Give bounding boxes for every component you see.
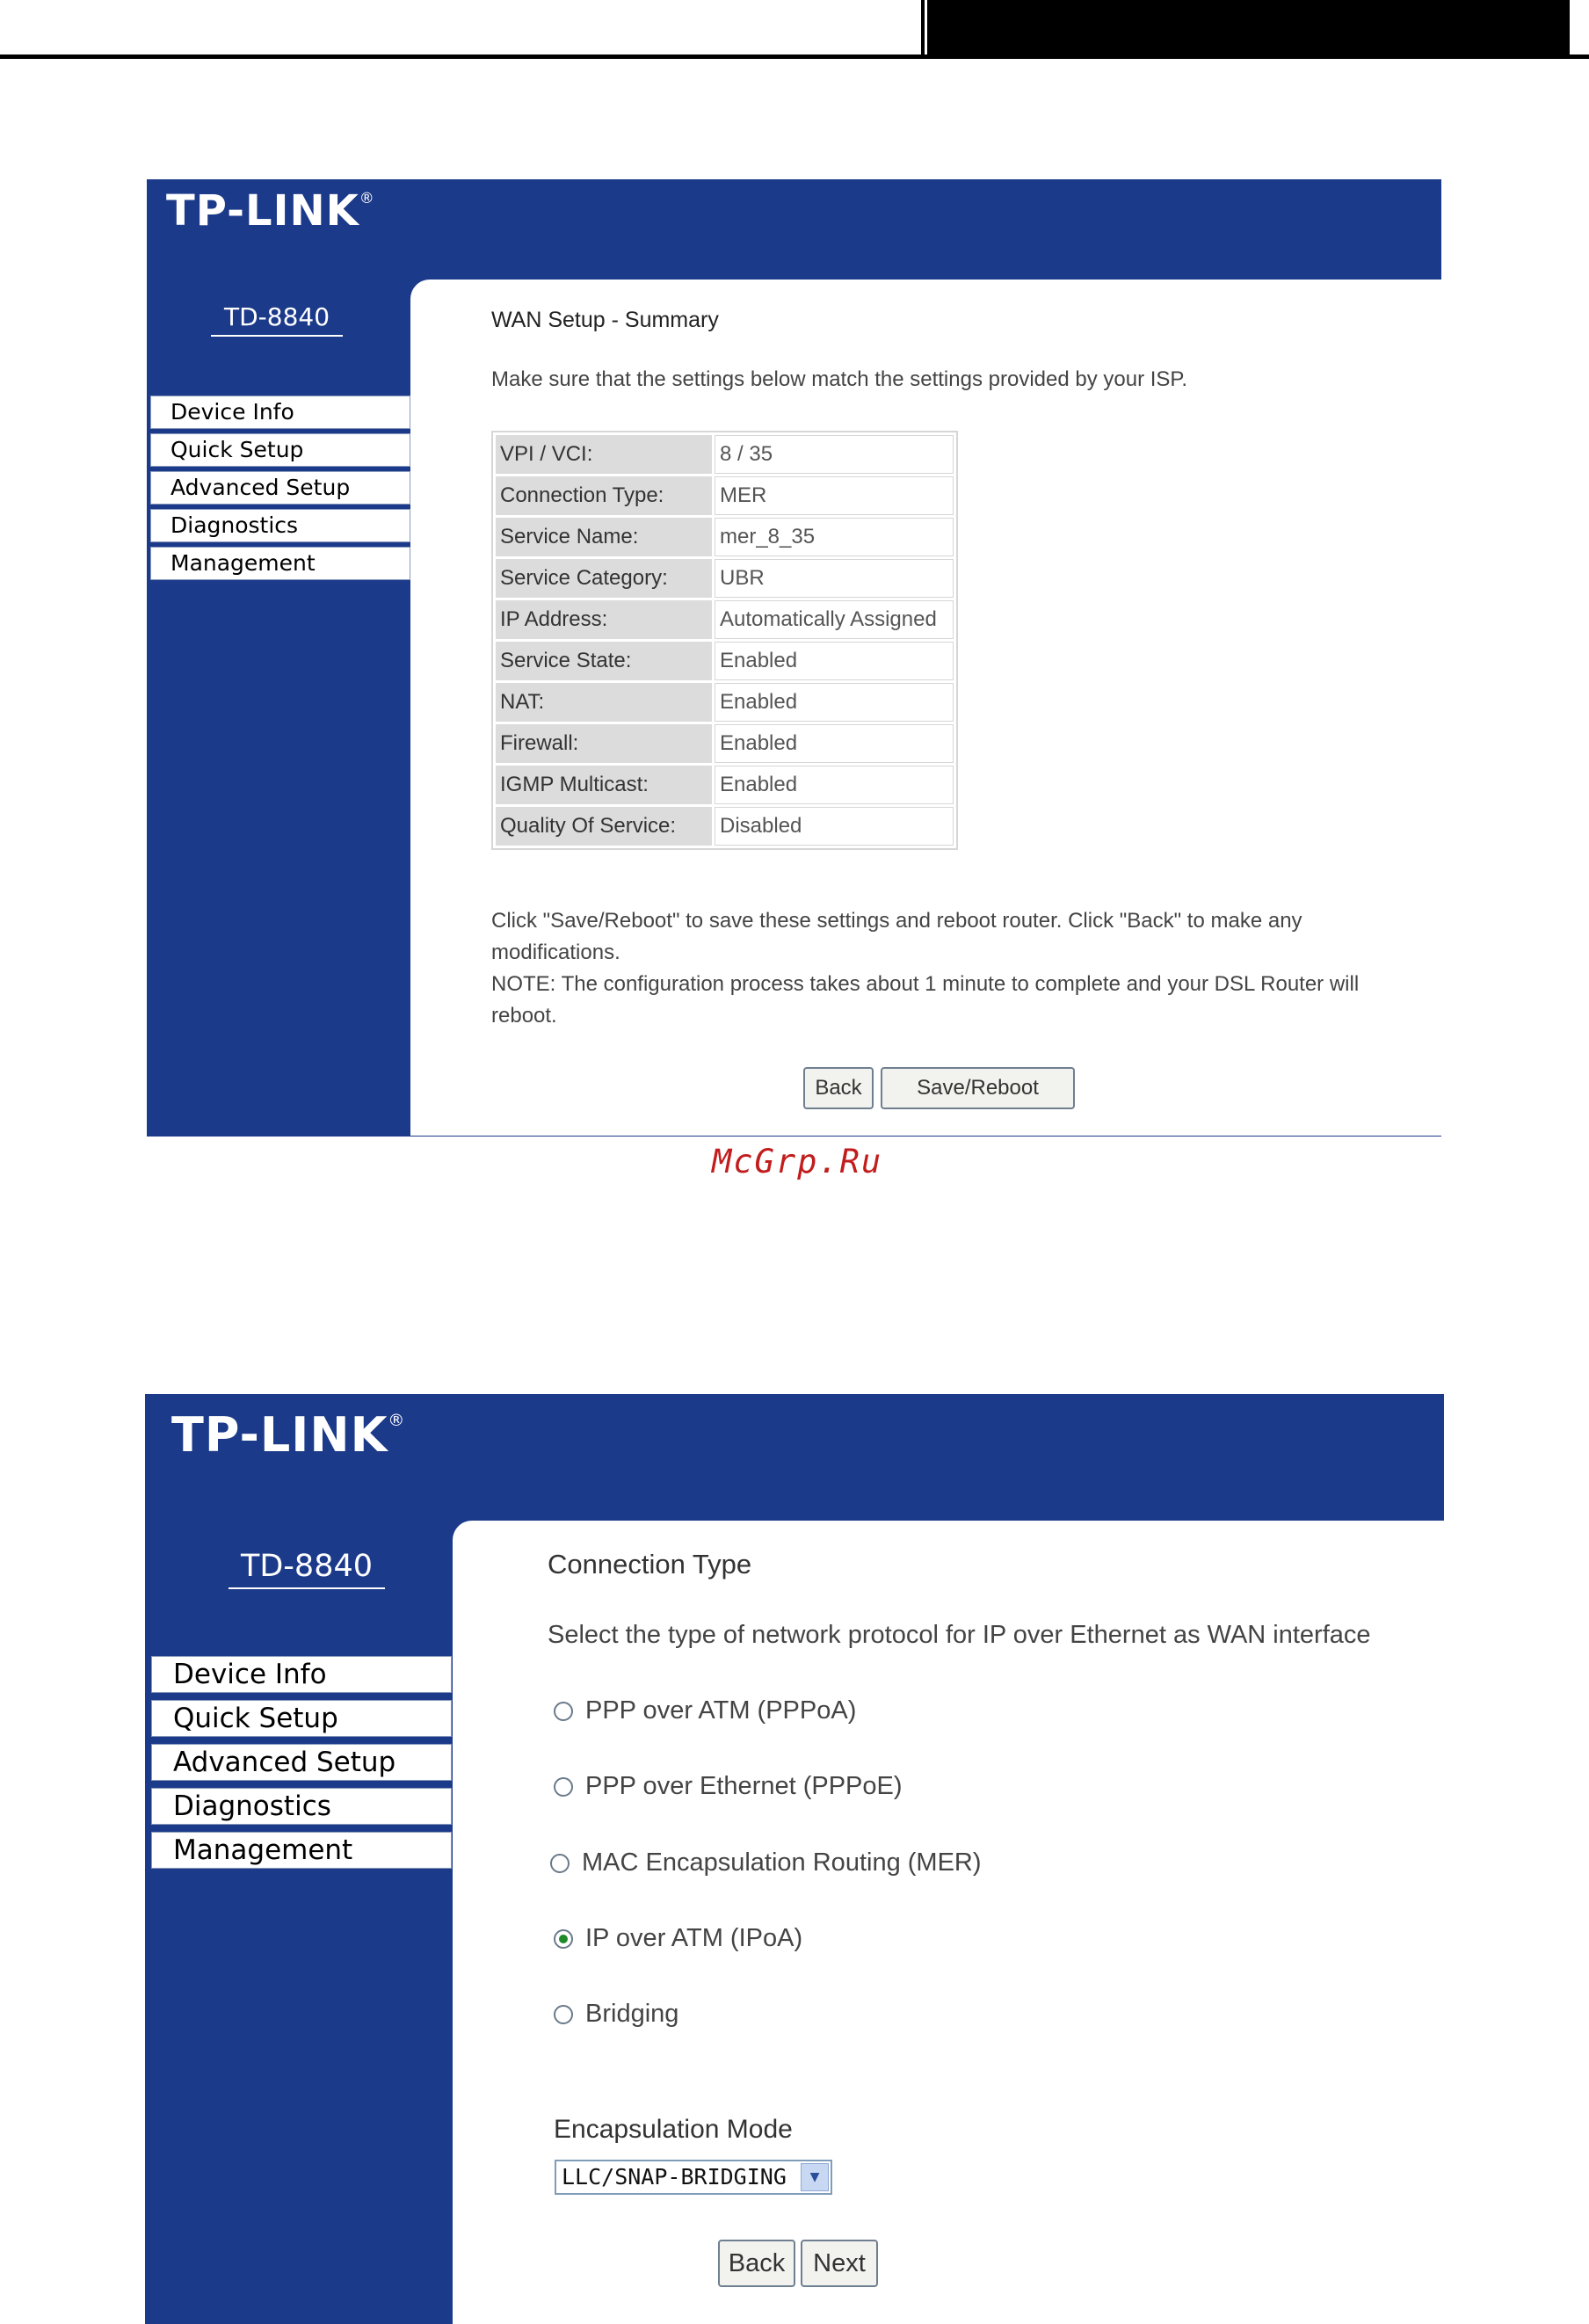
sidebar-item-device-info[interactable]: Device Info [151, 1656, 452, 1693]
radio-ipoa[interactable] [554, 1924, 802, 1953]
content-area [410, 280, 1441, 1136]
connection-type-screenshot [145, 1394, 1444, 2324]
header-bar-divider [925, 0, 927, 58]
row-value: Enabled [715, 766, 954, 804]
sidebar-item-advanced-setup[interactable]: Advanced Setup [150, 471, 410, 505]
radio-button[interactable] [550, 1854, 570, 1873]
save-reboot-button[interactable]: Save/Reboot [881, 1067, 1075, 1109]
tp-link-logo: TP-LINK® [166, 186, 375, 236]
radio-button[interactable] [554, 1702, 573, 1721]
tp-link-logo: TP-LINK® [171, 1407, 406, 1463]
table-row [496, 724, 954, 763]
sidebar-nav [151, 1656, 452, 1876]
table-row [496, 559, 954, 598]
sidebar-item-diagnostics[interactable]: Diagnostics [151, 1788, 452, 1825]
page-intro: Make sure that the settings below match the settings provided by your ISP. [491, 367, 1187, 391]
sidebar-nav [150, 396, 410, 585]
radio-label: Bridging [585, 2000, 679, 2028]
row-value: Enabled [715, 683, 954, 722]
row-label: Service State: [496, 642, 712, 680]
row-label: NAT: [496, 683, 712, 722]
model-label: TD-8840 [211, 302, 343, 337]
table-row [496, 435, 954, 474]
table-row [496, 600, 954, 639]
radio-pppoa[interactable] [554, 1696, 856, 1725]
radio-button[interactable] [554, 2005, 573, 2024]
table-row [496, 642, 954, 680]
row-label: Quality Of Service: [496, 807, 712, 846]
model-label: TD-8840 [229, 1549, 385, 1589]
row-value: MER [715, 476, 954, 515]
row-value: Enabled [715, 642, 954, 680]
row-value: 8 / 35 [715, 435, 954, 474]
row-value: mer_8_35 [715, 518, 954, 556]
table-row [496, 518, 954, 556]
radio-button[interactable] [554, 1777, 573, 1797]
content-area [453, 1521, 1444, 2324]
radio-pppoe[interactable] [554, 1772, 903, 1801]
radio-label: PPP over Ethernet (PPPoE) [585, 1772, 903, 1800]
row-value: Disabled [715, 807, 954, 846]
chevron-down-icon[interactable]: ▼ [801, 2163, 829, 2191]
encapsulation-mode-label: Encapsulation Mode [554, 2115, 793, 2144]
back-button[interactable]: Back [803, 1067, 874, 1109]
next-button[interactable]: Next [801, 2240, 878, 2287]
router-header [145, 1394, 1444, 1521]
radio-mer[interactable] [550, 1848, 982, 1877]
row-label: Service Name: [496, 518, 712, 556]
row-value: Automatically Assigned [715, 600, 954, 639]
sidebar-item-quick-setup[interactable]: Quick Setup [151, 1700, 452, 1737]
row-label: IGMP Multicast: [496, 766, 712, 804]
header-rule [0, 54, 1589, 59]
table-row [496, 807, 954, 846]
sidebar-item-management[interactable]: Management [150, 547, 410, 580]
row-label: VPI / VCI: [496, 435, 712, 474]
watermark: McGrp.Ru [712, 1143, 883, 1180]
table-row [496, 476, 954, 515]
row-label: Firewall: [496, 724, 712, 763]
radio-label: MAC Encapsulation Routing (MER) [582, 1848, 982, 1877]
router-header [147, 179, 1441, 280]
save-instructions-line: Click "Save/Reboot" to save these settings and reboot router. Click "Back" to make any modifications. [491, 909, 1302, 964]
header-black-bar [921, 0, 1566, 54]
row-value: Enabled [715, 724, 954, 763]
page-title: WAN Setup - Summary [491, 308, 719, 332]
save-instructions [491, 905, 1388, 1032]
sidebar-item-quick-setup[interactable]: Quick Setup [150, 433, 410, 467]
table-row [496, 683, 954, 722]
sidebar-item-device-info[interactable]: Device Info [150, 396, 410, 429]
header-bar-edge [1566, 0, 1570, 58]
sidebar-item-management[interactable]: Management [151, 1832, 452, 1869]
page-title: Connection Type [548, 1549, 752, 1580]
sidebar-item-diagnostics[interactable]: Diagnostics [150, 509, 410, 542]
row-label: IP Address: [496, 600, 712, 639]
row-label: Connection Type: [496, 476, 712, 515]
radio-bridging[interactable] [554, 2000, 678, 2029]
wan-summary-screenshot [147, 179, 1441, 1137]
summary-table [491, 431, 958, 850]
encapsulation-mode-select[interactable] [555, 2160, 832, 2195]
back-button[interactable]: Back [718, 2240, 795, 2287]
radio-button-selected[interactable] [554, 1929, 573, 1949]
radio-label: IP over ATM (IPoA) [585, 1924, 803, 1952]
page-intro: Select the type of network protocol for IP over Ethernet as WAN interface [548, 1621, 1371, 1649]
row-label: Service Category: [496, 559, 712, 598]
radio-label: PPP over ATM (PPPoA) [585, 1696, 857, 1725]
sidebar-item-advanced-setup[interactable]: Advanced Setup [151, 1744, 452, 1781]
reboot-note: NOTE: The configuration process takes about 1 minute to complete and your DSL Router will reboot. [491, 972, 1360, 1028]
table-row [496, 766, 954, 804]
row-value: UBR [715, 559, 954, 598]
select-value: LLC/SNAP-BRIDGING [562, 2164, 787, 2190]
